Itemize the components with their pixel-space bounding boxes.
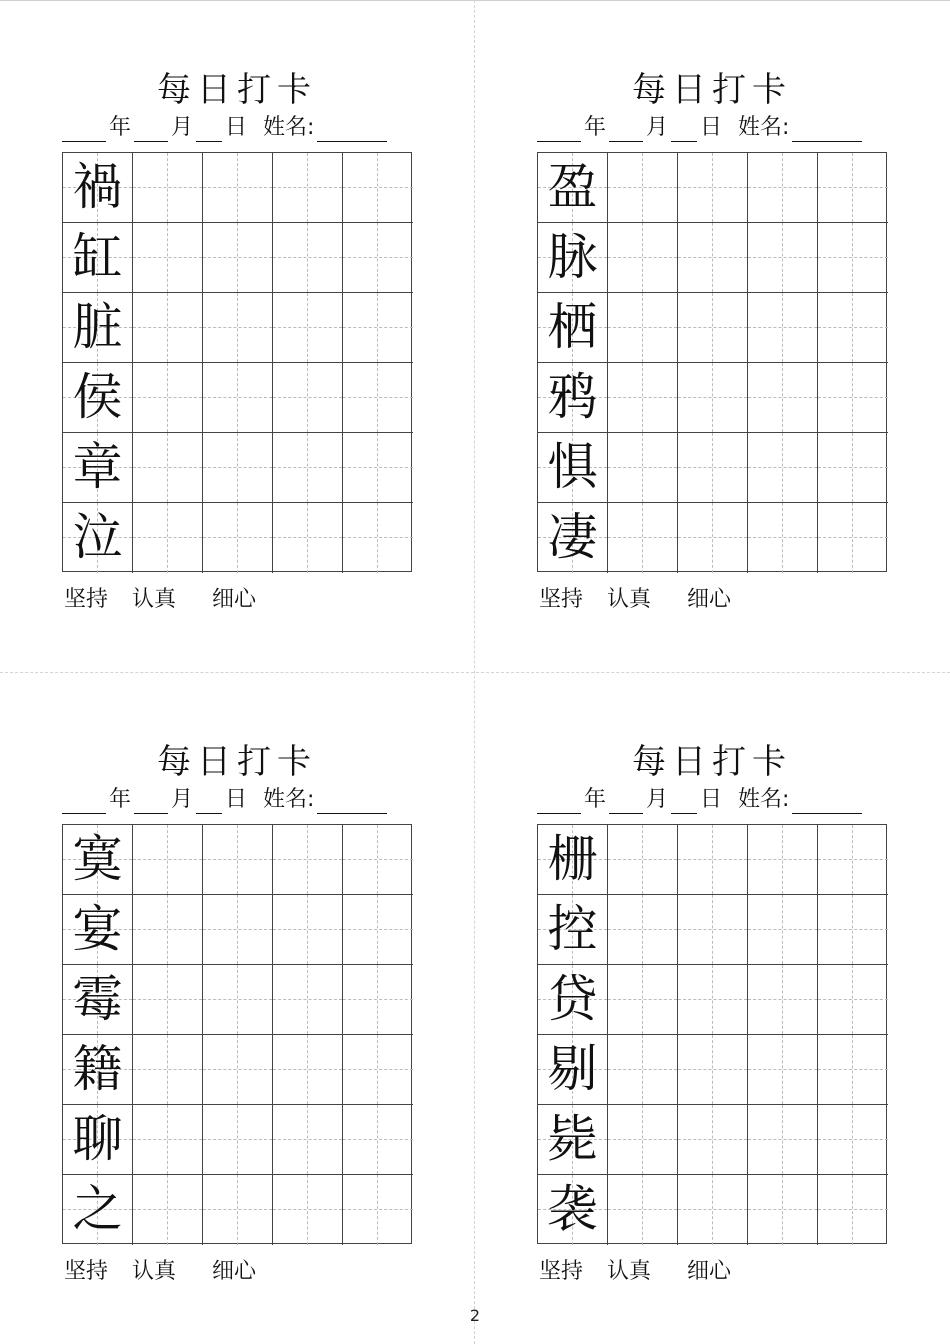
grid-row — [63, 1035, 411, 1105]
practice-cell[interactable] — [818, 965, 888, 1035]
model-character: 脉 — [547, 228, 598, 286]
practice-cell[interactable] — [748, 1035, 818, 1105]
model-character: 缸 — [72, 228, 123, 286]
footer-word: 细心 — [687, 1259, 732, 1284]
practice-cell[interactable] — [273, 433, 343, 503]
practice-cell[interactable] — [608, 153, 678, 223]
card-title: 每日打卡 — [157, 742, 317, 782]
model-character-cell — [538, 1175, 608, 1245]
practice-cell[interactable] — [678, 503, 748, 573]
practice-cell[interactable] — [608, 965, 678, 1035]
grid-row — [63, 825, 411, 895]
practice-cell[interactable] — [343, 895, 413, 965]
practice-cell[interactable] — [273, 503, 343, 573]
grid-row — [538, 965, 886, 1035]
footer-word: 认真 — [132, 587, 177, 612]
model-character: 惧 — [547, 438, 598, 496]
practice-cell[interactable] — [133, 1175, 203, 1245]
practice-cell[interactable] — [608, 1175, 678, 1245]
year-blank[interactable] — [537, 789, 581, 814]
practice-cell[interactable] — [818, 503, 888, 573]
day-blank[interactable] — [671, 789, 697, 814]
practice-cell[interactable] — [203, 363, 273, 433]
grid-row — [538, 293, 886, 363]
practice-cell[interactable] — [273, 965, 343, 1035]
grid-row — [63, 1105, 411, 1175]
practice-cell[interactable] — [678, 825, 748, 895]
tianzige-grid — [537, 152, 887, 572]
practice-cell[interactable] — [133, 825, 203, 895]
practice-cell[interactable] — [133, 503, 203, 573]
practice-cell[interactable] — [343, 503, 413, 573]
footer-word: 细心 — [212, 587, 257, 612]
name-label: 姓名: — [263, 787, 315, 812]
practice-card — [62, 0, 412, 612]
name-label: 姓名: — [738, 115, 790, 140]
tianzige-grid — [537, 824, 887, 1244]
day-blank[interactable] — [196, 117, 222, 142]
name-blank[interactable] — [792, 789, 862, 814]
practice-cell[interactable] — [818, 223, 888, 293]
grid-row — [63, 965, 411, 1035]
practice-cell[interactable] — [133, 363, 203, 433]
practice-cell[interactable] — [273, 825, 343, 895]
model-character-cell — [538, 293, 608, 363]
tianzige-grid — [62, 152, 412, 572]
practice-cell[interactable] — [133, 965, 203, 1035]
name-blank[interactable] — [317, 789, 387, 814]
grid-row — [63, 293, 411, 363]
model-character: 栅 — [547, 830, 598, 888]
practice-cell[interactable] — [343, 293, 413, 363]
model-character-cell — [538, 433, 608, 503]
grid-row — [538, 503, 886, 573]
practice-cell[interactable] — [748, 153, 818, 223]
year-blank[interactable] — [62, 117, 106, 142]
month-label: 月 — [646, 115, 669, 140]
page-number: 2 — [469, 1306, 481, 1325]
grid-row — [538, 825, 886, 895]
practice-cell[interactable] — [203, 825, 273, 895]
practice-cell[interactable] — [343, 1105, 413, 1175]
footer-word: 细心 — [687, 587, 732, 612]
practice-cell[interactable] — [273, 293, 343, 363]
practice-cell[interactable] — [608, 825, 678, 895]
date-name-line — [537, 114, 887, 142]
practice-cell[interactable] — [133, 1035, 203, 1105]
practice-cell[interactable] — [748, 503, 818, 573]
practice-cell[interactable] — [343, 363, 413, 433]
practice-cell[interactable] — [273, 895, 343, 965]
practice-cell[interactable] — [343, 965, 413, 1035]
practice-cell[interactable] — [203, 965, 273, 1035]
model-character: 栖 — [547, 298, 598, 356]
model-character-cell — [63, 1035, 133, 1105]
month-label: 月 — [646, 787, 669, 812]
model-character: 籍 — [72, 1040, 123, 1098]
practice-cell[interactable] — [203, 153, 273, 223]
grid-row — [63, 223, 411, 293]
card-title: 每日打卡 — [157, 70, 317, 110]
year-blank[interactable] — [62, 789, 106, 814]
model-character: 侯 — [72, 368, 123, 426]
model-character-cell — [538, 1105, 608, 1175]
practice-cell[interactable] — [608, 895, 678, 965]
model-character-cell — [63, 503, 133, 573]
card-footer — [64, 586, 256, 614]
practice-cell[interactable] — [748, 293, 818, 363]
footer-word: 细心 — [212, 1259, 257, 1284]
practice-cell[interactable] — [203, 223, 273, 293]
practice-cell[interactable] — [678, 1105, 748, 1175]
grid-row — [63, 363, 411, 433]
tianzige-grid — [62, 824, 412, 1244]
grid-row — [538, 363, 886, 433]
model-character: 宴 — [72, 900, 123, 958]
model-character-cell — [63, 153, 133, 223]
practice-cell[interactable] — [678, 293, 748, 363]
practice-cell[interactable] — [608, 363, 678, 433]
practice-cell[interactable] — [748, 965, 818, 1035]
practice-cell[interactable] — [273, 153, 343, 223]
practice-cell[interactable] — [203, 433, 273, 503]
practice-cell[interactable] — [818, 293, 888, 363]
model-character-cell — [538, 965, 608, 1035]
practice-cell[interactable] — [818, 153, 888, 223]
month-label: 月 — [171, 787, 194, 812]
year-label: 年 — [584, 787, 607, 812]
footer-word: 坚持 — [539, 1259, 584, 1284]
practice-cell[interactable] — [818, 1175, 888, 1245]
practice-cell[interactable] — [133, 895, 203, 965]
practice-cell[interactable] — [748, 1105, 818, 1175]
practice-card — [62, 672, 412, 1284]
model-character-cell — [538, 153, 608, 223]
practice-cell[interactable] — [818, 895, 888, 965]
date-name-line — [62, 114, 412, 142]
practice-cell[interactable] — [133, 1105, 203, 1175]
grid-row — [538, 153, 886, 223]
practice-cell[interactable] — [273, 363, 343, 433]
month-blank[interactable] — [609, 789, 643, 814]
practice-cell[interactable] — [678, 1175, 748, 1245]
model-character-cell — [63, 223, 133, 293]
card-footer — [539, 1258, 731, 1286]
practice-cell[interactable] — [748, 1175, 818, 1245]
model-character: 泣 — [72, 508, 123, 566]
name-label: 姓名: — [738, 787, 790, 812]
grid-row — [538, 433, 886, 503]
model-character: 脏 — [72, 298, 123, 356]
practice-cell[interactable] — [608, 503, 678, 573]
month-blank[interactable] — [609, 117, 643, 142]
day-blank[interactable] — [196, 789, 222, 814]
grid-row — [63, 503, 411, 573]
model-character: 之 — [72, 1180, 123, 1238]
footer-word: 坚持 — [539, 587, 584, 612]
date-name-line — [537, 786, 887, 814]
practice-cell[interactable] — [273, 1035, 343, 1105]
practice-cell[interactable] — [748, 433, 818, 503]
model-character-cell — [63, 825, 133, 895]
model-character: 控 — [547, 900, 598, 958]
practice-cell[interactable] — [608, 223, 678, 293]
model-character: 聊 — [72, 1110, 123, 1168]
practice-card — [537, 0, 887, 612]
practice-cell[interactable] — [133, 293, 203, 363]
year-label: 年 — [109, 115, 132, 140]
day-label: 日 — [225, 787, 248, 812]
grid-row — [538, 1175, 886, 1245]
practice-cell[interactable] — [273, 1105, 343, 1175]
card-footer — [64, 1258, 256, 1286]
model-character: 章 — [72, 438, 123, 496]
model-character-cell — [538, 223, 608, 293]
practice-cell[interactable] — [608, 1035, 678, 1105]
model-character-cell — [538, 1035, 608, 1105]
model-character-cell — [538, 503, 608, 573]
practice-cell[interactable] — [678, 965, 748, 1035]
model-character: 鸦 — [547, 368, 598, 426]
practice-cell[interactable] — [608, 293, 678, 363]
practice-cell[interactable] — [203, 503, 273, 573]
date-name-line — [62, 786, 412, 814]
year-blank[interactable] — [537, 117, 581, 142]
footer-word: 认真 — [607, 587, 652, 612]
month-label: 月 — [171, 115, 194, 140]
practice-cell[interactable] — [343, 1175, 413, 1245]
practice-cell[interactable] — [748, 363, 818, 433]
grid-row — [538, 223, 886, 293]
practice-cell[interactable] — [748, 895, 818, 965]
model-character: 霉 — [72, 970, 123, 1028]
grid-row — [63, 153, 411, 223]
practice-cell[interactable] — [818, 1105, 888, 1175]
footer-word: 坚持 — [64, 587, 109, 612]
practice-cell[interactable] — [203, 1035, 273, 1105]
card-title: 每日打卡 — [632, 70, 792, 110]
model-character-cell — [63, 1175, 133, 1245]
practice-cell[interactable] — [343, 825, 413, 895]
practice-cell[interactable] — [608, 1105, 678, 1175]
practice-cell[interactable] — [343, 433, 413, 503]
name-blank[interactable] — [317, 117, 387, 142]
model-character-cell — [538, 825, 608, 895]
practice-cell[interactable] — [273, 223, 343, 293]
year-label: 年 — [584, 115, 607, 140]
practice-cell[interactable] — [748, 223, 818, 293]
practice-cell[interactable] — [748, 825, 818, 895]
model-character: 禍 — [72, 158, 123, 216]
grid-row — [63, 433, 411, 503]
practice-cell[interactable] — [343, 153, 413, 223]
month-blank[interactable] — [134, 789, 168, 814]
grid-row — [538, 1035, 886, 1105]
day-label: 日 — [700, 787, 723, 812]
practice-cell[interactable] — [678, 433, 748, 503]
grid-row — [538, 895, 886, 965]
practice-cell[interactable] — [203, 293, 273, 363]
model-character-cell — [538, 895, 608, 965]
model-character-cell — [63, 363, 133, 433]
practice-cell[interactable] — [678, 1035, 748, 1105]
year-label: 年 — [109, 787, 132, 812]
practice-cell[interactable] — [343, 223, 413, 293]
practice-cell[interactable] — [273, 1175, 343, 1245]
practice-cell[interactable] — [818, 433, 888, 503]
practice-cell[interactable] — [678, 895, 748, 965]
practice-cell[interactable] — [133, 433, 203, 503]
model-character-cell — [63, 895, 133, 965]
model-character: 毙 — [547, 1110, 598, 1168]
practice-cell[interactable] — [678, 223, 748, 293]
grid-row — [63, 895, 411, 965]
footer-word: 认真 — [607, 1259, 652, 1284]
practice-cell[interactable] — [203, 895, 273, 965]
practice-cell[interactable] — [133, 153, 203, 223]
model-character: 剔 — [547, 1040, 598, 1098]
practice-cell[interactable] — [133, 223, 203, 293]
model-character: 盈 — [547, 158, 598, 216]
practice-cell[interactable] — [343, 1035, 413, 1105]
model-character-cell — [63, 1105, 133, 1175]
card-footer — [539, 586, 731, 614]
day-label: 日 — [700, 115, 723, 140]
grid-row — [63, 1175, 411, 1245]
model-character-cell — [63, 433, 133, 503]
practice-cell[interactable] — [818, 363, 888, 433]
model-character: 寞 — [72, 830, 123, 888]
model-character: 袭 — [547, 1180, 598, 1238]
footer-word: 认真 — [132, 1259, 177, 1284]
footer-word: 坚持 — [64, 1259, 109, 1284]
month-blank[interactable] — [134, 117, 168, 142]
grid-row — [538, 1105, 886, 1175]
practice-cell[interactable] — [203, 1105, 273, 1175]
practice-cell[interactable] — [818, 825, 888, 895]
practice-cell[interactable] — [608, 433, 678, 503]
model-character: 凄 — [547, 508, 598, 566]
model-character-cell — [538, 363, 608, 433]
card-title: 每日打卡 — [632, 742, 792, 782]
day-blank[interactable] — [671, 117, 697, 142]
practice-cell[interactable] — [203, 1175, 273, 1245]
model-character-cell — [63, 293, 133, 363]
name-blank[interactable] — [792, 117, 862, 142]
day-label: 日 — [225, 115, 248, 140]
name-label: 姓名: — [263, 115, 315, 140]
model-character-cell — [63, 965, 133, 1035]
practice-card — [537, 672, 887, 1284]
model-character: 贷 — [547, 970, 598, 1028]
practice-cell[interactable] — [818, 1035, 888, 1105]
practice-cell[interactable] — [678, 363, 748, 433]
practice-cell[interactable] — [678, 153, 748, 223]
